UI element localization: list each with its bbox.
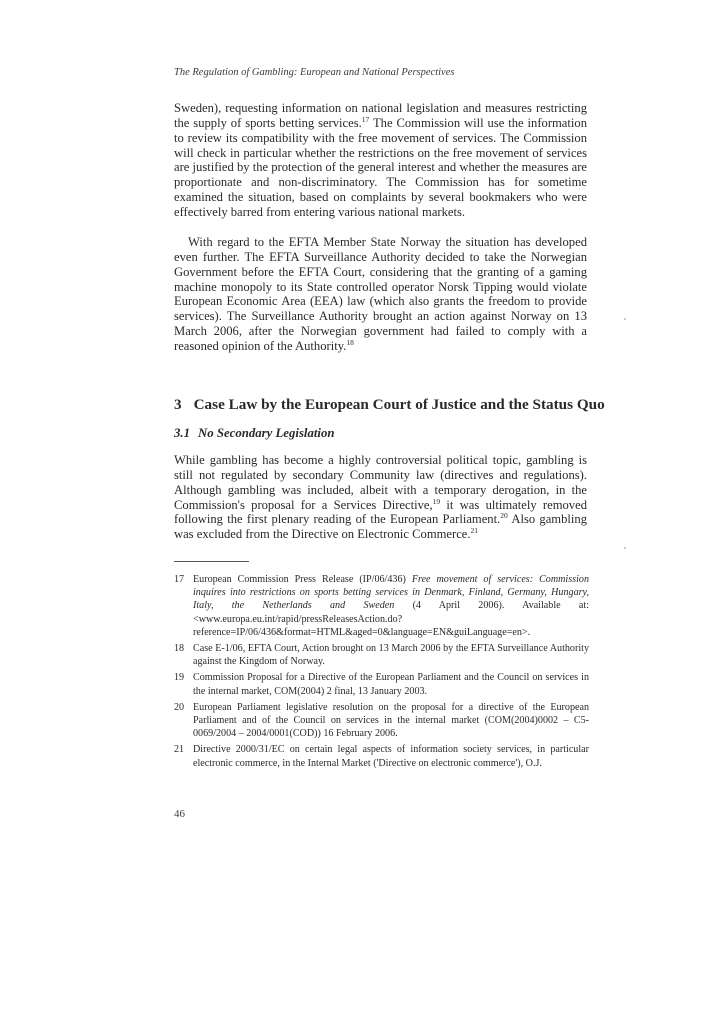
footnote-ref: 21 — [470, 526, 479, 536]
footnote-18 — [174, 642, 589, 668]
footnote-text: Directive 2000/31/EC on certain legal aspects of information society services, in particular electronic commerce, in the Internal Market ('Directive on electronic commerce'), O.J. — [193, 744, 589, 769]
body-paragraph — [174, 453, 587, 542]
paragraph-text: Also gambling was excluded from the Directive on Electronic Commerce. — [174, 512, 587, 542]
footnote-21 — [174, 743, 589, 769]
footnote-ref: 18 — [346, 337, 354, 347]
scan-speck — [624, 547, 626, 549]
section-number: 3 — [174, 396, 182, 413]
body-paragraph — [174, 235, 587, 354]
footnote-ref: 20 — [500, 511, 508, 521]
footnote-text: Case E-1/06, EFTA Court, Action brought on 13 March 2006 by the EFTA Surveillance Authority against the Kingdom of Norway. — [193, 643, 589, 668]
footnote-text: Commission Proposal for a Directive of the European Parliament and the Council on services in the internal market, COM(2004) 2 final, 13 January 2003. — [193, 672, 589, 697]
footnote-divider — [174, 561, 249, 562]
paragraph-text: With regard to the EFTA Member State Norway the situation has developed even further. The EFTA Surveillance Authority decided to take the Norwegian Government before the EFTA Court, considering that the granting of a gaming machine monopoly to its State controlled operator Norsk Tipping would violate European Economic Area (EEA) law (which also grants the freedom to provide services). The Surveillance Authority brought an action against Norway on 13 March 2006, after the Norwegian government had failed to comply with a reasoned opinion of the Authority. — [174, 235, 587, 353]
subsection-title: No Secondary Legislation — [198, 426, 335, 440]
scan-speck — [624, 318, 626, 320]
subsection-number: 3.1 — [174, 426, 190, 440]
paragraph-text: While gambling has become a highly controversial political topic, gambling is still not regulated by secondary Community law (directives and regulations). Although gambling was included, albeit with a temporary derogation, in the Commission's proposal for a Services Directive, — [174, 453, 587, 512]
footnote-17 — [174, 573, 589, 639]
body-paragraph — [174, 101, 587, 220]
page-number: 46 — [174, 808, 185, 820]
paragraph-text: The Commission will use the information to review its compatibility with the free movement of services. The Commission will check in particular whether the restrictions on the free movement of services are justified by the protection of the general interest and whether the measures are proportionate and non-discriminatory. The Commission has for sometime examined the situation, based on complaints by several bookmakers who were effectively barred from entering various national markets. — [174, 115, 587, 219]
paragraph-text: it was ultimately removed following the first plenary reading of the European Parliament. — [174, 497, 587, 527]
section-heading — [174, 396, 604, 414]
running-head: The Regulation of Gambling: European and National Perspectives — [174, 67, 455, 78]
footnote-20 — [174, 701, 589, 741]
footnote-italic-title: Free movement of services: Commission inquires into restrictions on sports betting services in Denmark, Finland, Germany, Hungary, Italy, the Netherlands and Sweden — [193, 574, 589, 612]
footnote-text: European Parliament legislative resolution on the proposal for a directive of the European Parliament and of the Council on services in the internal market (COM(2004)0002 – C5-0069/2004 – 2004/0001(COD)) 16 February 2006. — [193, 701, 589, 740]
footnote-ref: 19 — [432, 496, 441, 506]
section-title: Case Law by the European Court of Justice and the Status Quo — [193, 396, 605, 413]
footnotes — [174, 573, 589, 773]
footnote-number: 21 — [174, 744, 185, 756]
footnote-ref: 17 — [361, 114, 370, 124]
paragraph-text: Sweden), requesting information on national legislation and measures restricting the supply of sports betting services. — [174, 101, 587, 130]
footnote-text: European Commission Press Release (IP/06/436) — [193, 574, 412, 585]
footnote-number: 17 — [174, 574, 185, 585]
footnote-number: 18 — [174, 643, 185, 655]
footnote-19 — [174, 671, 589, 697]
footnote-number: 20 — [174, 701, 185, 713]
footnote-text: (4 April 2006). Available at: <www.europa.eu.int/rapid/pressReleasesAction.do?reference=IP/06/436&format=HTML&aged=0&language=EN&guiLanguage=en>. — [193, 600, 589, 638]
footnote-number: 19 — [174, 672, 185, 684]
subsection-heading — [174, 426, 335, 441]
